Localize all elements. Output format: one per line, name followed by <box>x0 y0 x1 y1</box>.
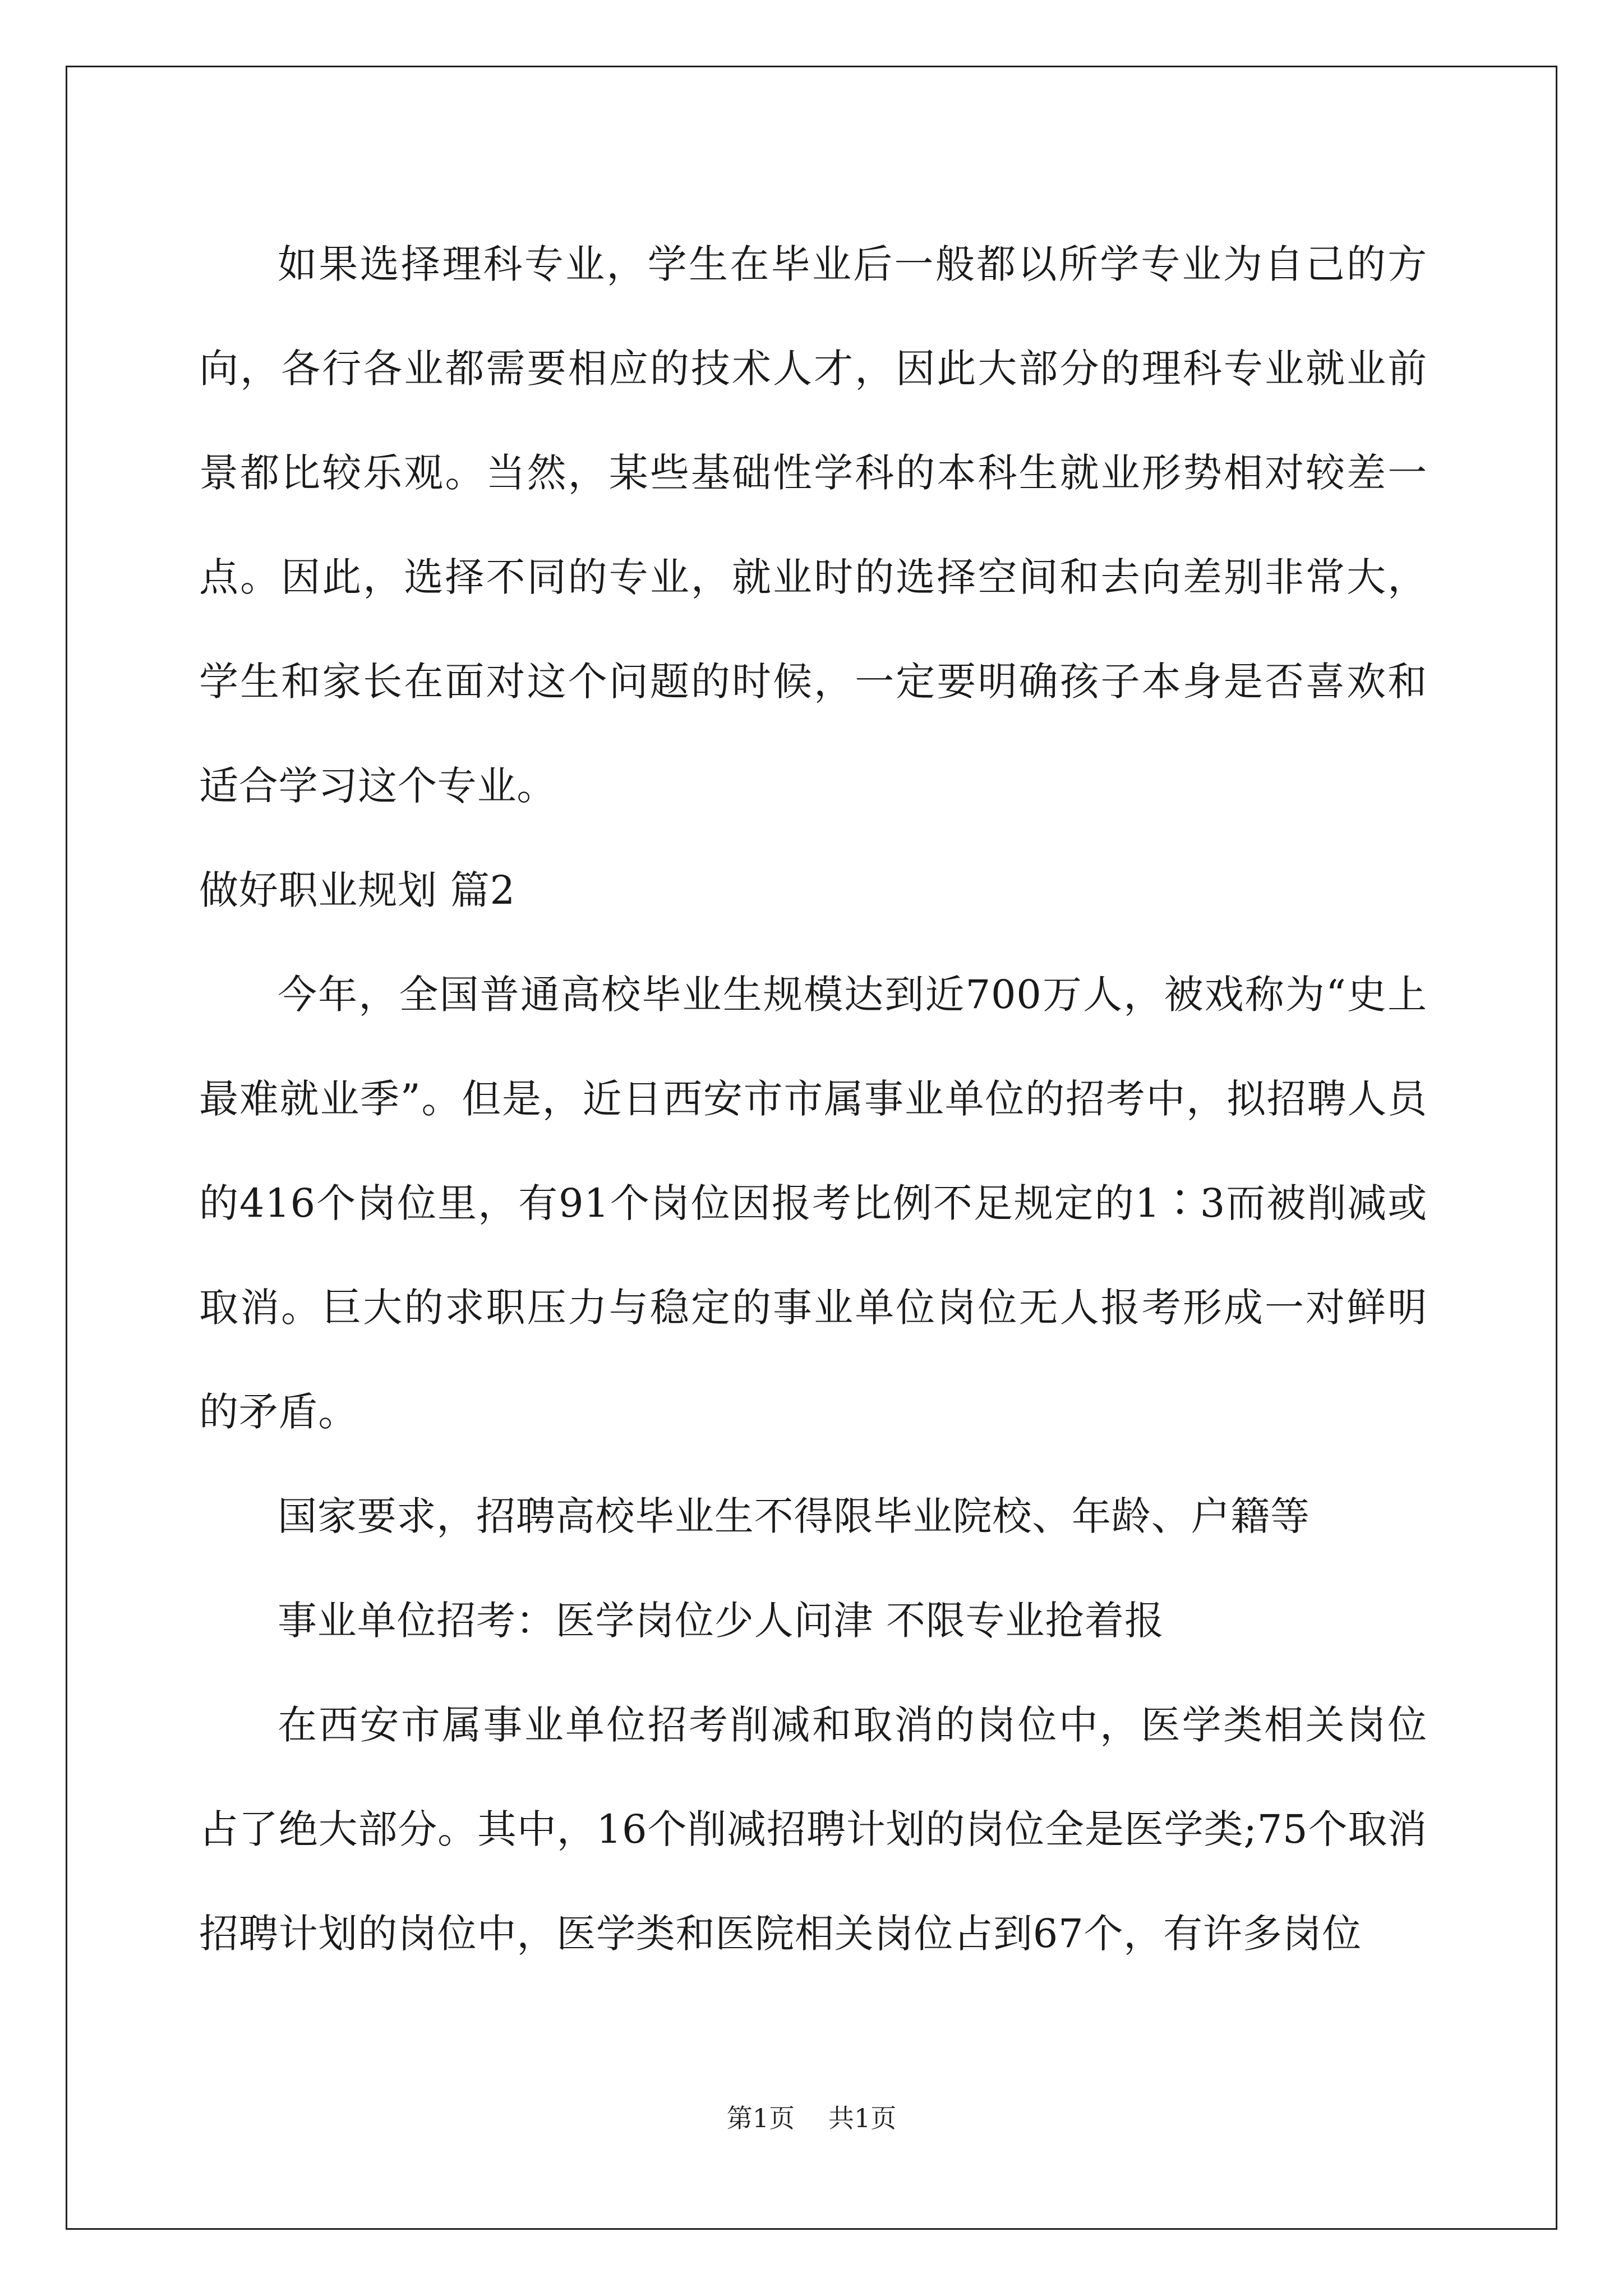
paragraph-subheading: 事业单位招考：医学岗位少人问津 不限专业抢着报 <box>278 1598 1164 1644</box>
section-heading: 做好职业规划 篇2 <box>199 867 515 913</box>
document-body <box>199 212 1427 1986</box>
paragraph-graduates: 今年，全国普通高校毕业生规模达到近700万人，被戏称为“史上最难就业季”。但是，近日西安市市属事业单位的招考中，拟招聘人员的416个岗位里，有91个岗位因报考比例不足规定的1∶3而被削减或取消。巨大的求职压力与稳定的事业单位岗位无人报考形成一对鲜明的矛盾。 <box>199 972 1427 1435</box>
page-number: 第1页 <box>726 2103 795 2133</box>
page-total: 共1页 <box>828 2103 897 2133</box>
page-footer <box>0 2098 1623 2135</box>
paragraph-medical-positions: 在西安市属事业单位招考削减和取消的岗位中，医学类相关岗位占了绝大部分。其中，16个削减招聘计划的岗位全是医学类;75个取消招聘计划的岗位中，医学类和医院相关岗位占到67个，有许多岗位 <box>199 1702 1427 1957</box>
paragraph-science-majors: 如果选择理科专业，学生在毕业后一般都以所学专业为自己的方向，各行各业都需要相应的技术人才，因此大部分的理科专业就业前景都比较乐观。当然，某些基础性学科的本科生就业形势相对较差一点。因此，选择不同的专业，就业时的选择空间和去向差别非常大，学生和家长在面对这个问题的时候，一定要明确孩子本身是否喜欢和适合学习这个专业。 <box>199 241 1427 809</box>
paragraph-national-requirement: 国家要求，招聘高校毕业生不得限毕业院校、年龄、户籍等 <box>278 1493 1310 1539</box>
